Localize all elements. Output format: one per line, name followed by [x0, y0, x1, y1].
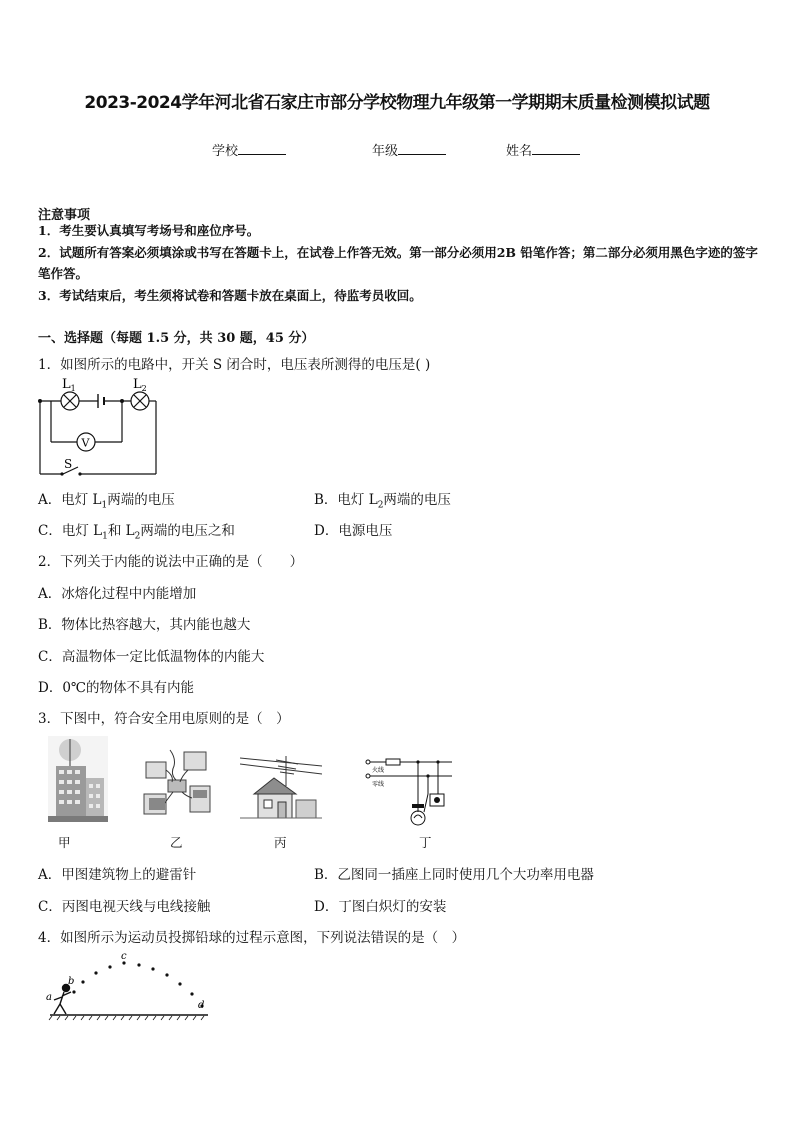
point-d-label: d [198, 1000, 205, 1011]
notes-title: 注意事项 [38, 208, 91, 223]
question-2-stem: 2．下列关于内能的说法中正确的是（ ） [38, 554, 304, 570]
q2-option-b[interactable]: B．物体比热容越大，其内能也越大 [38, 617, 251, 633]
shot-put-trajectory-diagram [40, 950, 220, 1026]
name-field[interactable] [506, 140, 580, 159]
q3-caption-yi: 乙 [170, 835, 183, 850]
grade-label: 年级 [372, 144, 399, 159]
note-item: 3．考试结束后，考生须将试卷和答题卡放在桌面上，待监考员收回。 [38, 288, 422, 303]
switch-label: S [64, 457, 73, 471]
q3-option-a[interactable]: A．甲图建筑物上的避雷针 [38, 867, 197, 883]
name-blank[interactable] [532, 142, 580, 155]
grade-field[interactable] [372, 140, 446, 159]
lamp-l1-label: $L_1$ [62, 377, 76, 393]
q2-option-c[interactable]: C．高温物体一定比低温物体的内能大 [38, 649, 265, 665]
note-item: 1．考生要认真填写考场号和座位序号。 [38, 223, 260, 238]
lamp-l2-label: $L_2$ [133, 377, 147, 393]
school-label: 学校 [212, 144, 239, 159]
point-b-label: b [68, 976, 75, 987]
q1-option-b[interactable]: B．电灯 $L_2$两端的电压 [314, 492, 451, 511]
grade-blank[interactable] [398, 142, 446, 155]
q2-option-d[interactable]: D．0℃的物体不具有内能 [38, 680, 195, 696]
q3-option-b[interactable]: B．乙图同一插座上同时使用几个大功率用电器 [314, 867, 594, 883]
q3-caption-jia: 甲 [58, 835, 71, 850]
building-lightning-rod-image [48, 736, 108, 822]
circuit-diagram [34, 374, 164, 480]
q2-option-a[interactable]: A．冰熔化过程中内能增加 [38, 586, 197, 602]
q3-option-c[interactable]: C．丙图电视天线与电线接触 [38, 899, 211, 915]
voltmeter-label: V [81, 436, 90, 450]
point-c-label: c [121, 951, 127, 962]
q1-option-a[interactable]: A．电灯 $L_1$两端的电压 [38, 492, 175, 511]
question-3-stem: 3．下图中，符合安全用电原则的是（ ） [38, 711, 290, 727]
name-label: 姓名 [506, 144, 533, 159]
q1-option-d[interactable]: D．电源电压 [314, 523, 393, 539]
question-1-stem: 1．如图所示的电路中，开关 S 闭合时，电压表所测得的电压是( ) [38, 357, 431, 373]
school-blank[interactable] [238, 142, 286, 155]
live-wire-label: 火线 [372, 767, 385, 774]
q3-caption-bing: 丙 [274, 835, 287, 850]
school-field[interactable] [212, 140, 286, 159]
q3-option-d[interactable]: D．丁图白炽灯的安装 [314, 899, 447, 915]
tv-antenna-house-image [240, 752, 322, 822]
note-item: 2．试题所有答案必须填涂或书写在答题卡上，在试卷上作答无效。第一部分必须用2B 铅笔作答；第二部分必须用黑色字迹的签字笔作答。 [38, 245, 758, 281]
q3-caption-ding: 丁 [419, 835, 432, 850]
section-heading: 一、选择题（每题 1.5 分，共 30 题，45 分） [38, 331, 315, 346]
neutral-wire-label: 零线 [372, 781, 385, 788]
lamp-wiring-diagram [362, 754, 456, 832]
overloaded-socket-image [140, 746, 216, 822]
q1-option-c[interactable]: C．电灯 $L_1$和 $L_2$两端的电压之和 [38, 523, 235, 542]
question-4-stem: 4．如图所示为运动员投掷铅球的过程示意图，下列说法错误的是（ ） [38, 930, 466, 946]
exam-title: 2023-2024学年河北省石家庄市部分学校物理九年级第一学期期末质量检测模拟试题 [84, 93, 710, 113]
point-a-label: a [46, 992, 52, 1003]
